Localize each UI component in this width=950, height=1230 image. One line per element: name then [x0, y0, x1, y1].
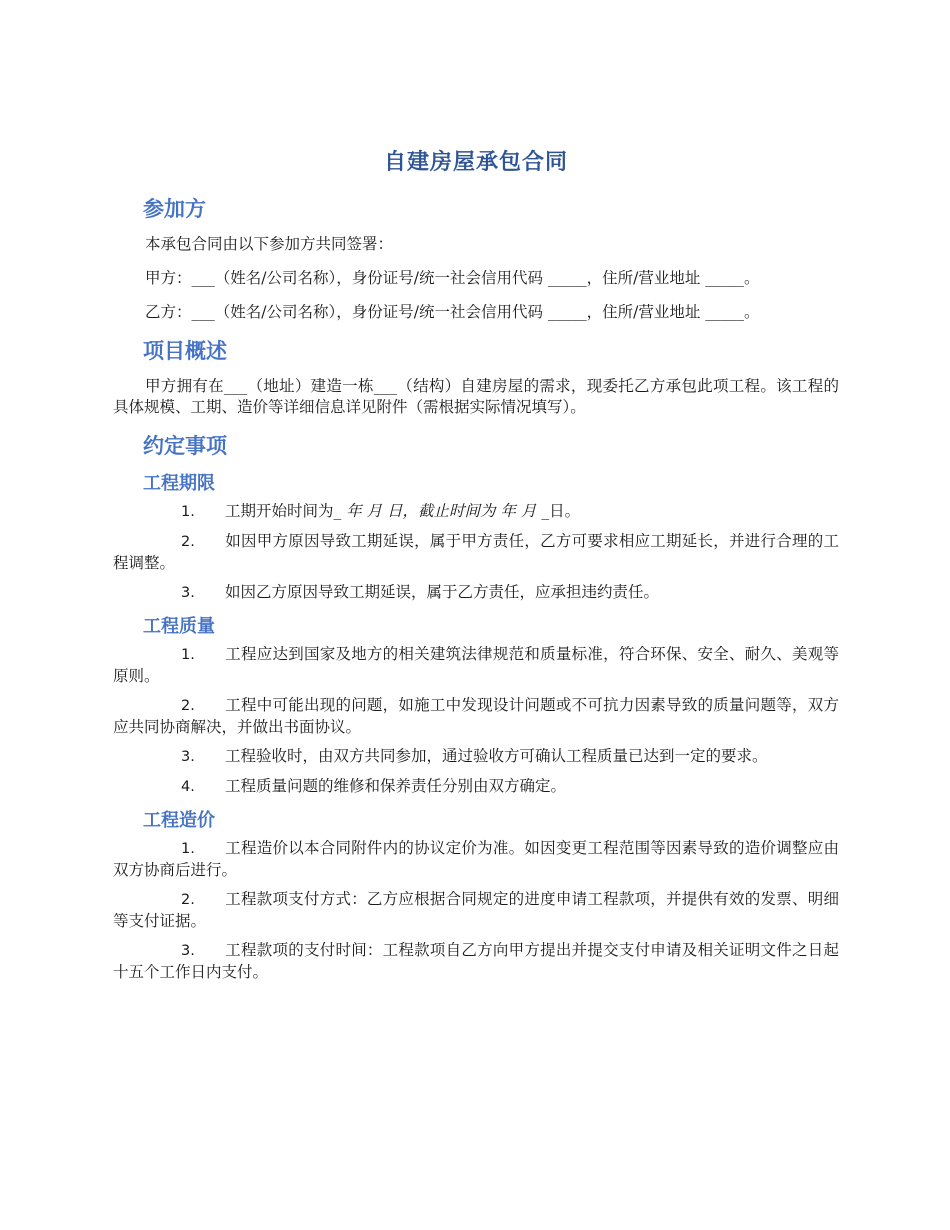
list-number: 3.: [181, 943, 195, 959]
section-heading-overview: 项目概述: [143, 339, 227, 363]
list-item: [113, 776, 839, 798]
list-item: [113, 838, 839, 881]
subsection-heading-cost: 工程造价: [143, 810, 215, 831]
list-text: 如因乙方原因导致工期延误，属于乙方责任，应承担违约责任。: [225, 583, 660, 601]
list-number: 3.: [181, 585, 195, 601]
list-number: 4.: [181, 779, 195, 795]
overview-text: 甲方拥有在___（地址）建造一栋___（结构）自建房屋的需求，现委托乙方承包此项工程。该工程的具体规模、工期、造价等详细信息详见附件（需根据实际情况填写）。: [113, 377, 839, 416]
list-item: [113, 582, 839, 604]
list-text: 如因甲方原因导致工期延误，属于甲方责任，乙方可要求相应工期延长，并进行合理的工程调整。: [113, 532, 839, 572]
list-number: 2.: [181, 892, 195, 908]
list-number: 2.: [181, 534, 195, 550]
list-text-end: _日。: [541, 502, 581, 520]
document-body: [113, 146, 839, 991]
list-item: [113, 746, 839, 768]
list-item: [113, 531, 839, 574]
cost-list: [113, 838, 839, 983]
list-number: 2.: [181, 698, 195, 714]
list-text: 工程造价以本合同附件内的协议定价为准。如因变更工程范围等因素导致的造价调整应由双方协商后进行。: [113, 839, 839, 879]
list-number: 3.: [181, 749, 195, 765]
list-item: [113, 889, 839, 932]
list-text: 工程应达到国家及地方的相关建筑法律规范和质量标准，符合环保、安全、耐久、美观等原则。: [113, 645, 839, 685]
list-number: 1.: [181, 841, 195, 857]
party-b-line: 乙方：___（姓名/公司名称），身份证号/统一社会信用代码 _____，住所/营业地址 _____。: [145, 303, 760, 321]
list-text: 工程质量问题的维修和保养责任分别由双方确定。: [225, 777, 567, 795]
list-text: 工程款项的支付时间：工程款项自乙方向甲方提出并提交支付申请及相关证明文件之日起十五个工作日内支付。: [113, 941, 839, 981]
list-item: [113, 644, 839, 687]
list-text: 工程中可能出现的问题，如施工中发现设计问题或不可抗力因素导致的质量问题等，双方应共同协商解决，并做出书面协议。: [113, 696, 839, 736]
subsection-heading-quality: 工程质量: [143, 616, 215, 637]
list-number: 1.: [181, 647, 195, 663]
list-text: 工程验收时，由双方共同参加，通过验收方可确认工程质量已达到一定的要求。: [225, 747, 768, 765]
list-text-italic: 年 月 日，截止时间为 年 月: [341, 502, 542, 520]
list-item: [113, 501, 839, 523]
parties-intro: 本承包合同由以下参加方共同签署：: [145, 235, 394, 253]
document-title: 自建房屋承包合同: [383, 150, 568, 175]
list-text: 工程款项支付方式：乙方应根据合同规定的进度申请工程款项，并提供有效的发票、明细等支付证据。: [113, 890, 839, 930]
list-text-start: 工期开始时间为_: [225, 502, 342, 520]
section-heading-parties: 参加方: [143, 197, 206, 221]
list-item: [113, 695, 839, 738]
party-a-line: 甲方：___（姓名/公司名称），身份证号/统一社会信用代码 _____，住所/营业地址 _____。: [145, 269, 760, 287]
list-item: [113, 940, 839, 983]
section-heading-terms: 约定事项: [143, 434, 227, 458]
schedule-list: [113, 501, 839, 604]
quality-list: [113, 644, 839, 798]
subsection-heading-schedule: 工程期限: [143, 473, 215, 494]
list-number: 1.: [181, 504, 195, 520]
